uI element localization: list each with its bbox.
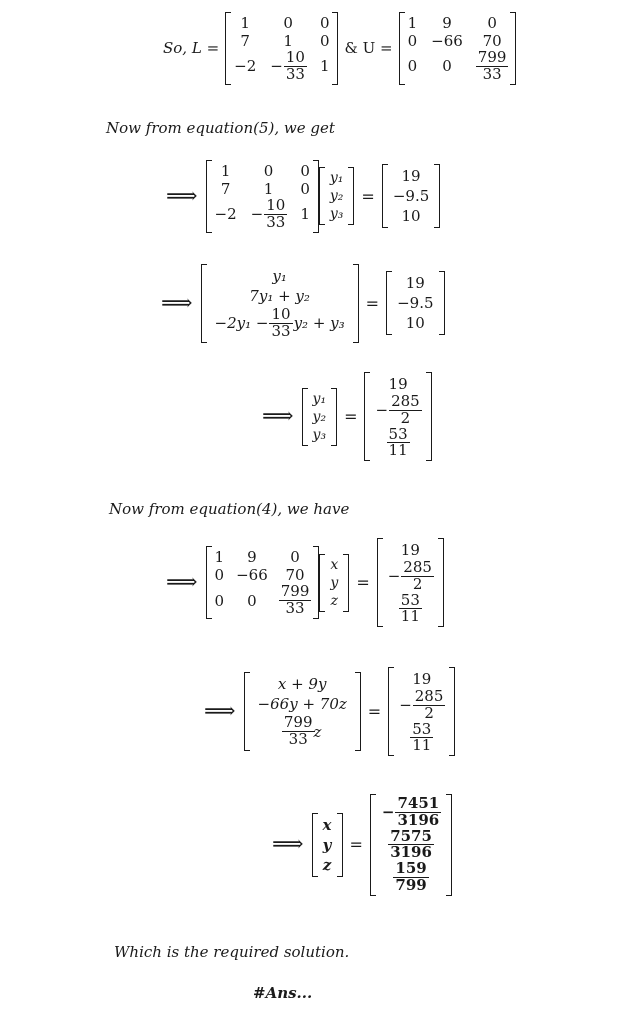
- b3: 10: [401, 207, 421, 226]
- expanded-system-1: [201, 264, 359, 343]
- l-23: 0: [319, 32, 330, 50]
- u-12: 9: [442, 14, 452, 32]
- u-13: 0: [487, 14, 497, 32]
- l-22: 1: [263, 180, 274, 198]
- row-3-den: 33: [271, 321, 291, 340]
- u-33: $\frac{799}{33}$: [477, 48, 507, 83]
- matrix-u: [399, 12, 517, 85]
- y-value: [389, 826, 433, 862]
- x: x: [322, 815, 332, 834]
- u-11: 1: [407, 14, 418, 32]
- equals-sign: =: [361, 186, 375, 206]
- u-33: $\frac{799}{33}$: [280, 582, 310, 617]
- equals-sign: =: [356, 573, 370, 592]
- solution-values: [370, 794, 452, 896]
- l-33: 1: [319, 57, 330, 76]
- row-2: 7y₁ + y₂: [249, 287, 310, 305]
- l-12: 0: [263, 162, 274, 180]
- u-11: 1: [214, 548, 225, 567]
- row-3-suffix: y₂ + y₃: [293, 314, 345, 333]
- step-2-equation: [161, 264, 445, 343]
- row-3-fraction: [270, 307, 291, 340]
- z: z: [322, 855, 332, 874]
- vector-b-step1: [382, 164, 440, 228]
- l-22: 1: [283, 32, 293, 50]
- y-num: 7575: [390, 826, 432, 845]
- y-den: 3196: [390, 843, 432, 862]
- y2-value: − $\frac{285}{2}$: [375, 392, 420, 427]
- u-31: 0: [214, 591, 225, 610]
- u-31: 0: [407, 57, 418, 76]
- u-21: 0: [214, 566, 225, 585]
- l-32: − $\frac{10}{33}$: [270, 48, 305, 83]
- y2-value: − $\frac{285}{2}$: [399, 687, 444, 722]
- answer-marker: #Ans...: [253, 984, 313, 1002]
- z: z: [330, 592, 339, 609]
- l-label: So, L =: [163, 39, 220, 58]
- lu-decomposition: [163, 12, 516, 85]
- b3: 10: [405, 314, 425, 333]
- y3-value: $\frac{53}{11}$: [400, 590, 420, 626]
- x-num: 7451: [397, 794, 440, 812]
- y2: y₂: [312, 408, 327, 425]
- y2: y₂: [329, 188, 344, 205]
- row-3-var: z: [313, 722, 322, 741]
- l-23: 0: [300, 180, 310, 198]
- l-21: 7: [240, 32, 250, 50]
- z-num: 159: [395, 859, 427, 877]
- equals-sign: =: [344, 407, 358, 426]
- b1: 19: [405, 274, 425, 293]
- u-32: 0: [442, 57, 452, 76]
- implies-symbol: ⟹: [204, 699, 236, 724]
- x: x: [330, 556, 339, 573]
- implies-symbol: ⟹: [272, 832, 304, 858]
- y1: y₁: [312, 390, 327, 407]
- row-1: x + 9y: [277, 675, 327, 694]
- matrix-l: [225, 12, 338, 85]
- row-3: [283, 714, 322, 749]
- implies-symbol: ⟹: [166, 183, 198, 209]
- y3-value: $\frac{53}{11}$: [412, 719, 432, 755]
- u-32: 0: [247, 591, 257, 610]
- vector-y-values-step5: [388, 667, 455, 756]
- l-11: 1: [220, 162, 231, 180]
- step-6-solution: [272, 794, 452, 896]
- y: y: [322, 835, 332, 854]
- row-3: [215, 306, 345, 341]
- u-label: & U =: [344, 39, 393, 58]
- row-1: y₁: [272, 267, 287, 285]
- vector-y-values-step4: [377, 538, 444, 627]
- y3: y₃: [312, 426, 327, 443]
- u-23: 70: [482, 32, 502, 50]
- row-3-den: 33: [288, 730, 308, 748]
- expanded-system-2: [244, 672, 361, 751]
- equals-sign: =: [365, 293, 380, 313]
- z-value: [394, 861, 427, 894]
- b2: −9.5: [397, 294, 434, 313]
- row-3-num: 10: [271, 305, 291, 323]
- u-22: −66: [236, 566, 268, 585]
- vector-y: [302, 388, 338, 446]
- u-22: −66: [431, 32, 463, 50]
- implies-symbol: ⟹: [166, 570, 198, 595]
- row-3-num: 799: [283, 713, 313, 732]
- vector-b-step2: [386, 271, 444, 335]
- l-13: 0: [300, 162, 310, 180]
- step-1-equation: [166, 160, 440, 233]
- b1: 19: [401, 167, 421, 186]
- prose-from-eq4: Now from equation(4), we have: [109, 500, 350, 518]
- vector-xyz-step4: [319, 554, 349, 612]
- y1: y₁: [329, 170, 344, 187]
- l-31: −2: [214, 205, 237, 224]
- implies-symbol: ⟹: [161, 290, 193, 316]
- step-5-equation: [204, 667, 455, 756]
- b2: −9.5: [392, 187, 430, 206]
- l-33: 1: [300, 205, 310, 224]
- x-value: − $\frac{7451}{3196}$: [381, 794, 440, 829]
- row-3-prefix: −2y₁ −: [214, 314, 269, 333]
- y2-den: 2: [400, 408, 411, 427]
- matrix-l-step1: [206, 160, 319, 233]
- y2-num: 285: [391, 392, 420, 410]
- y3-den: 11: [388, 441, 408, 460]
- u-23: 70: [285, 566, 305, 585]
- l-11: 1: [240, 14, 250, 32]
- row-2: −66y + 70z: [257, 695, 347, 714]
- y1-value: 19: [412, 670, 432, 688]
- matrix-u-step4: [206, 546, 320, 619]
- step-4-equation: [166, 538, 444, 627]
- u-13: 0: [290, 548, 300, 567]
- y2-value: − $\frac{285}{2}$: [387, 558, 432, 593]
- conclusion-text: Which is the required solution.: [114, 943, 350, 961]
- prose-from-eq5: Now from equation(5), we get: [106, 119, 335, 137]
- vector-xyz-final: [312, 813, 343, 877]
- y3-value: [388, 424, 409, 460]
- y1-value: 19: [400, 541, 420, 559]
- l-21: 7: [220, 180, 231, 198]
- y: y: [330, 574, 339, 591]
- row-3-fraction: [283, 715, 314, 748]
- z-den: 799: [395, 875, 427, 894]
- vector-y-values: [364, 372, 431, 461]
- implies-symbol: ⟹: [262, 404, 294, 429]
- equals-sign: =: [349, 835, 363, 855]
- equals-sign: =: [367, 702, 382, 721]
- x-den: 3196: [397, 810, 440, 829]
- y3-num: 53: [388, 424, 408, 443]
- vector-y-step1: [319, 167, 355, 225]
- l-12: 0: [283, 14, 293, 32]
- u-12: 9: [247, 548, 257, 567]
- y1-value: 19: [388, 375, 408, 393]
- l-13: 0: [319, 14, 330, 32]
- l-31: −2: [234, 57, 257, 76]
- y3: y₃: [329, 206, 344, 223]
- step-3-equation: [262, 372, 432, 461]
- l-32: − $\frac{10}{33}$: [250, 196, 286, 231]
- u-21: 0: [407, 32, 418, 50]
